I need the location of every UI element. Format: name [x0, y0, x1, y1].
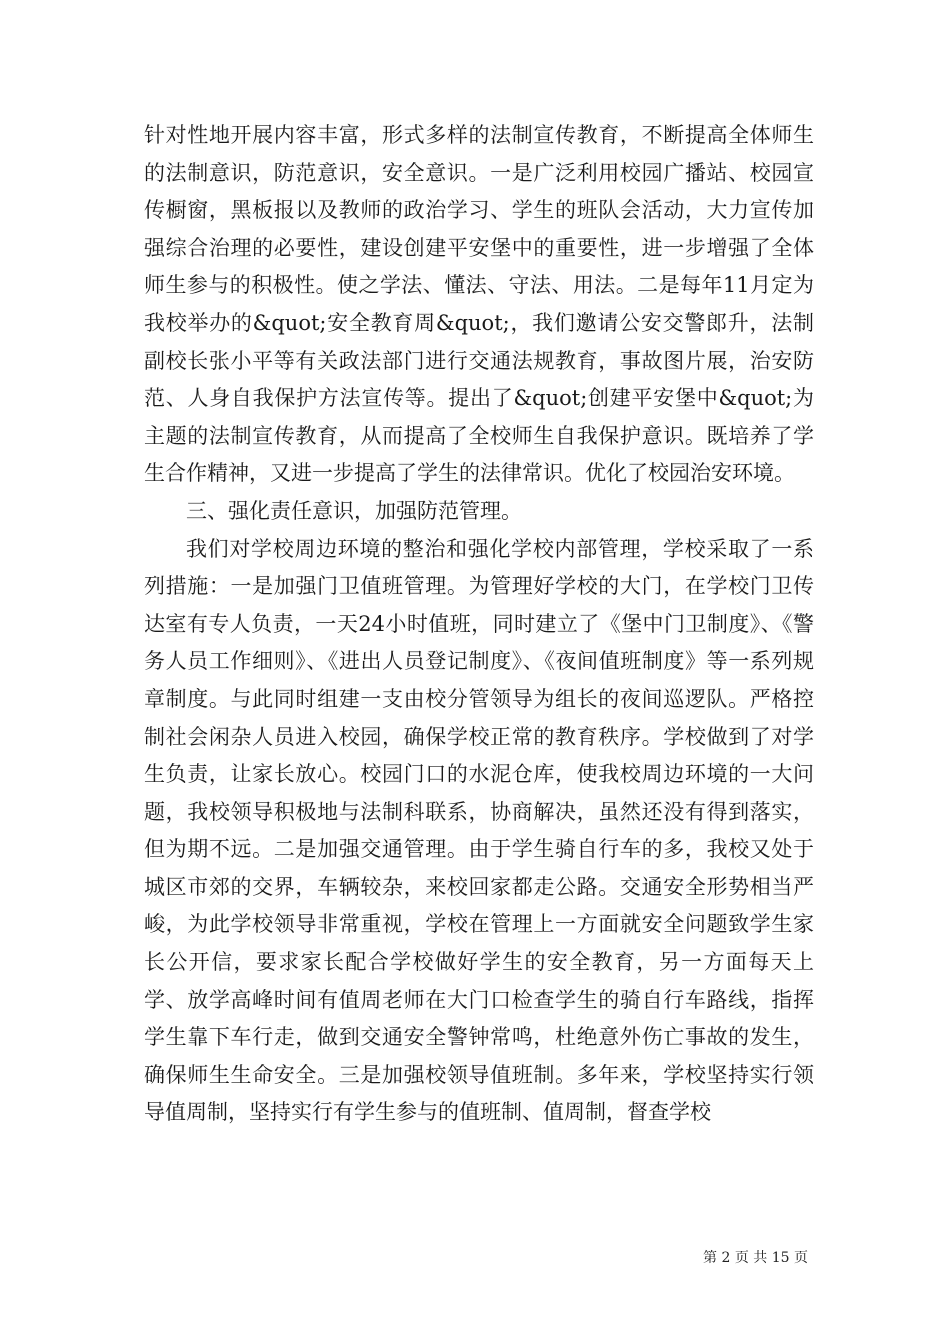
paragraph-management-measures: 我们对学校周边环境的整治和强化学校内部管理，学校采取了一系列措施：一是加强门卫值班管理。为管理好学校的大门，在学校门卫传达室有专人负责，一天24小时值班，同时建立了《堡中门卫制度》、《警务人员工作细则》、《进出人员登记制度》、《夜间值班制度》等一系列规章制度。与此同时组建一支由校分管领导为组长的夜间巡逻队。严格控制社会闲杂人员进入校园，确保学校正常的教育秩序。学校做到了对学生负责，让家长放心。校园门口的水泥仓库，使我校周边环境的一大问题，我校领导积极地与法制科联系，协商解决，虽然还没有得到落实，但为期不远。二是加强交通管理。由于学生骑自行车的多，我校又处于城区市郊的交界，车辆较杂，来校回家都走公路。交通安全形势相当严峻，为此学校领导非常重视，学校在管理上一方面就安全问题致学生家长公开信，要求家长配合学校做好学生的安全教育，另一方面每天上学、放学高峰时间有值周老师在大门口检查学生的骑自行车路线，指挥学生靠下车行走，做到交通安全警钟常鸣，杜绝意外伤亡事故的发生，确保师生生命安全。三是加强校领导值班制。多年来，学校坚持实行领导值周制，坚持实行有学生参与的值班制、值周制，督查学校	[144, 536, 814, 1125]
paragraph-legal-education: 针对性地开展内容丰富，形式多样的法制宣传教育，不断提高全体师生的法制意识，防范意识，安全意识。一是广泛利用校园广播站、校园宣传橱窗，黑板报以及教师的政治学习、学生的班队会活动，大力宣传加强综合治理的必要性，建设创建平安堡中的重要性，进一步增强了全体师生参与的积极性。使之学法、懂法、守法、用法。二是每年11月定为我校举办的&quot;安全教育周&quot;，我们邀请公安交警郎升，法制副校长张小平等有关政法部门进行交通法规教育，事故图片展，治安防范、人身自我保护方法宣传等。提出了&quot;创建平安堡中&quot;为主题的法制宣传教育，从而提高了全校师生自我保护意识。既培养了学生合作精神，又进一步提高了学生的法律常识。优化了校园治安环境。	[144, 123, 814, 486]
page-number-footer: 第 2 页 共 15 页	[703, 1250, 808, 1266]
document-body	[144, 117, 814, 1132]
section-heading-responsibility: 三、强化责任意识，加强防范管理。	[186, 498, 522, 523]
